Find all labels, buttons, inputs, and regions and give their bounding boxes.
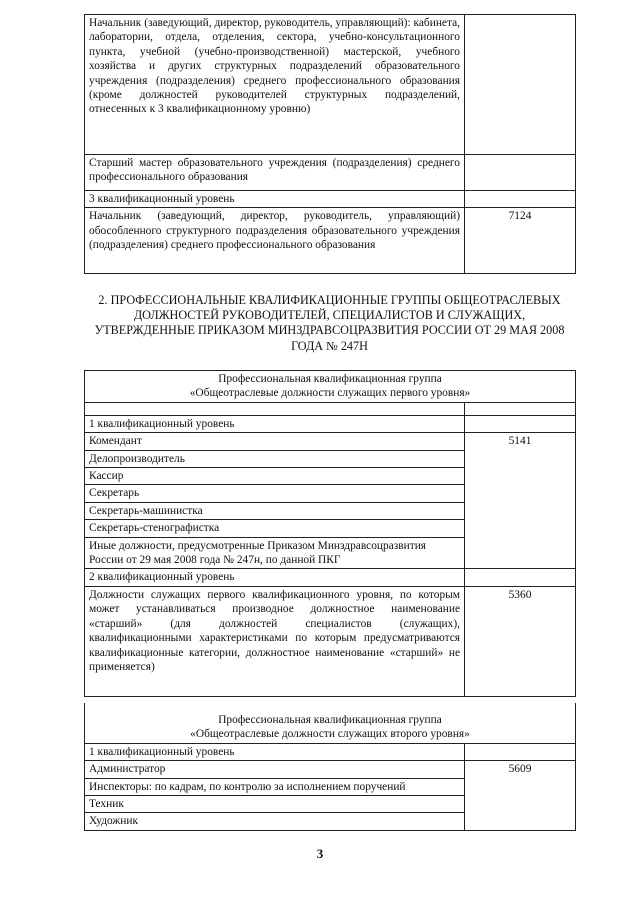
level-label: 2 квалификационный уровень <box>85 569 465 586</box>
position-cell: Старший мастер образовательного учреждения (подразделения) среднего профессионального образования <box>85 155 465 191</box>
position-cell: Делопроизводитель <box>85 450 465 467</box>
code-cell: 5360 <box>465 586 576 696</box>
level-row <box>85 415 576 432</box>
empty-cell <box>85 402 465 415</box>
level-row <box>85 743 576 760</box>
level-row <box>85 191 576 208</box>
level-label: 1 квалификационный уровень <box>85 415 465 432</box>
table-row <box>85 433 576 450</box>
top-qualification-table <box>84 14 576 274</box>
table-row <box>85 761 576 778</box>
level-code-empty <box>465 569 576 586</box>
position-cell: Секретарь-машинистка <box>85 502 465 519</box>
position-cell: Комендант <box>85 433 465 450</box>
position-cell: Секретарь <box>85 485 465 502</box>
group-title-row <box>85 703 576 743</box>
table-row <box>85 208 576 274</box>
level-code-empty <box>465 743 576 760</box>
section-heading: 2. ПРОФЕССИОНАЛЬНЫЕ КВАЛИФИКАЦИОННЫЕ ГРУППЫ ОБЩЕОТРАСЛЕВЫХ ДОЛЖНОСТЕЙ РУКОВОДИТЕЛЕЙ, СПЕЦИАЛИСТОВ И СЛУЖАЩИХ, УТВЕРЖДЕННЫЕ ПРИКАЗОМ МИНЗДРАВСОЦРАЗВИТИЯ РОССИИ ОТ 29 МАЯ 2008 ГОДА № 247Н <box>94 293 565 353</box>
position-cell: Инспекторы: по кадрам, по контролю за исполнением поручений <box>85 778 465 795</box>
group-title-line1: Профессиональная квалификационная группа <box>218 373 442 385</box>
group-title-line1: Профессиональная квалификационная группа <box>218 714 442 726</box>
table-row <box>85 15 576 155</box>
position-note-cell: Иные должности, предусмотренные Приказом Минздравсоцразвития России от 29 мая 2008 года № 247н, по данной ПКГ <box>85 537 465 569</box>
group-title-line2: «Общеотраслевые должности служащих первого уровня» <box>189 387 471 400</box>
level-label: 3 квалификационный уровень <box>85 191 465 208</box>
code-cell <box>465 155 576 191</box>
code-cell: 5141 <box>465 433 576 569</box>
position-cell: Секретарь-стенографистка <box>85 520 465 537</box>
position-cell: Администратор <box>85 761 465 778</box>
code-cell: 7124 <box>465 208 576 274</box>
position-cell: Художник <box>85 813 465 830</box>
group-title-line2: «Общеотраслевые должности служащих второго уровня» <box>190 728 470 741</box>
group-title <box>85 703 576 743</box>
group-title <box>85 371 576 403</box>
position-cell: Начальник (заведующий, директор, руководитель, управляющий): кабинета, лаборатории, отдела, отделения, сектора, учебно-консультационного пункта, учебной (учебно-производственной) мастерской, учебного хозяйства и других структурных подразделений образовательного учреждения (подразделения) среднего профессионального образования (кроме должностей руководителей структурных подразделений, отнесенных к 3 квалификационному уровню) <box>85 15 465 155</box>
position-cell: Кассир <box>85 468 465 485</box>
level-label: 1 квалификационный уровень <box>85 743 465 760</box>
position-cell: Начальник (заведующий, директор, руководитель, управляющий) обособленного структурного подразделения образовательного учреждения (подразделения) среднего профессионального образования <box>85 208 465 274</box>
group1-table <box>84 370 576 697</box>
group2-table <box>84 703 576 831</box>
code-cell: 5609 <box>465 761 576 831</box>
group-title-row <box>85 371 576 403</box>
page-number: 3 <box>316 846 324 861</box>
code-cell <box>465 15 576 155</box>
table-row <box>85 586 576 696</box>
position-cell: Должности служащих первого квалификационного уровня, по которым может устанавливаться производное должностное наименование «старший» (для должностей специалистов (служащих), квалификационными характеристиками по которым предусматриваются квалификационные категории, должностное наименование «старший» не применяется) <box>85 586 465 696</box>
level-code-empty <box>465 415 576 432</box>
level-row <box>85 569 576 586</box>
spacer-row <box>85 402 576 415</box>
position-cell: Техник <box>85 796 465 813</box>
table-row <box>85 155 576 191</box>
empty-cell <box>465 402 576 415</box>
level-code-empty <box>465 191 576 208</box>
